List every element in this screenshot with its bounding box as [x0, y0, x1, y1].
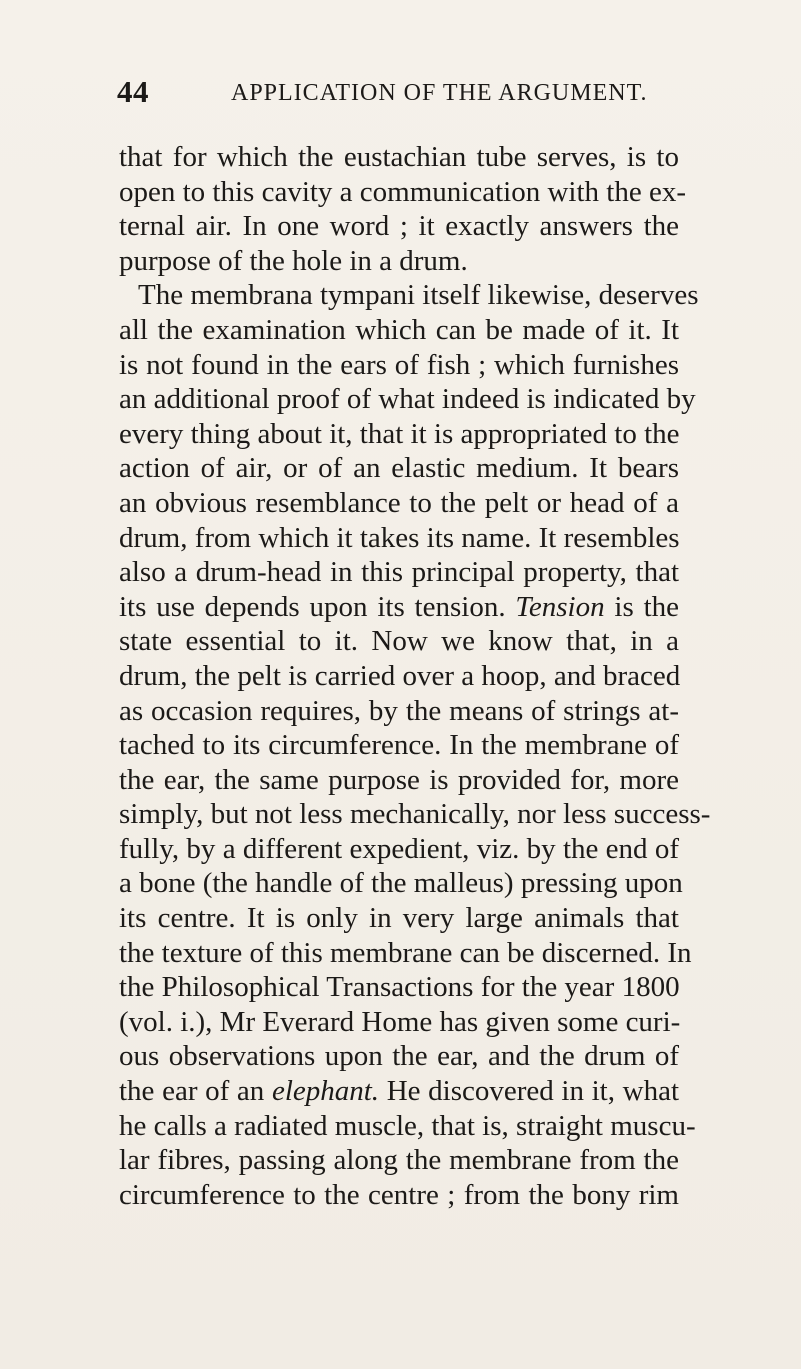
text-line: also a drum-head in this principal property, that: [119, 556, 679, 589]
text-line: the texture of this membrane can be discerned. In: [119, 936, 692, 969]
text-line: the ear, the same purpose is provided for, more: [119, 763, 679, 796]
text-line: ous observations upon the ear, and the drum of: [119, 1040, 679, 1073]
text-line: drum, the pelt is carried over a hoop, and braced: [119, 659, 681, 692]
text-segment: its use depends upon its tension.: [119, 590, 506, 623]
text-line: a bone (the handle of the malleus) pressing upon: [119, 867, 683, 900]
text-line: The membrana tympani itself likewise, deserves: [138, 279, 699, 312]
text-line: purpose of the hole in a drum.: [119, 244, 468, 277]
text-segment: He discovered in it, what: [379, 1075, 680, 1108]
text-line: is not found in the ears of fish ; which furnishes: [119, 348, 679, 381]
text-line: action of air, or of an elastic medium. It bears: [119, 452, 679, 485]
text-line: an obvious resemblance to the pelt or head of a: [119, 486, 679, 519]
text-line: simply, but not less mechanically, nor less success-: [119, 798, 711, 831]
text-segment: the ear of an: [119, 1075, 265, 1108]
text-line-with-emphasis: [119, 1074, 679, 1109]
emphasized-word: Tension: [515, 590, 605, 623]
running-head-title: APPLICATION OF THE ARGUMENT.: [231, 80, 648, 106]
emphasized-word: elephant.: [271, 1075, 380, 1108]
text-line: its centre. It is only in very large animals that: [119, 902, 679, 935]
text-line-with-emphasis: [119, 590, 679, 625]
text-line: the Philosophical Transactions for the year 1800: [119, 971, 680, 1004]
page-number: 44: [117, 74, 149, 109]
text-line: tached to its circumference. In the membrane of: [119, 729, 679, 762]
text-line: state essential to it. Now we know that, in a: [119, 625, 679, 658]
text-line: (vol. i.), Mr Everard Home has given some curi-: [119, 1005, 681, 1038]
text-line: as occasion requires, by the means of strings at-: [119, 694, 679, 727]
text-line: ternal air. In one word ; it exactly answers the: [119, 210, 679, 243]
text-line: lar fibres, passing along the membrane from the: [119, 1144, 679, 1177]
text-line: that for which the eustachian tube serves, is to: [119, 141, 679, 173]
body-text: [119, 140, 711, 1212]
text-line: circumference to the centre ; from the bony rim: [119, 1178, 679, 1211]
text-segment: is the: [604, 590, 680, 623]
text-line: every thing about it, that it is appropriated to the: [119, 417, 680, 450]
text-line: fully, by a different expedient, viz. by the end of: [119, 832, 679, 865]
text-line: open to this cavity a communication with the ex-: [119, 175, 686, 208]
text-line: he calls a radiated muscle, that is, straight muscu-: [119, 1109, 696, 1142]
text-line: all the examination which can be made of it. It: [119, 313, 679, 346]
running-head: [117, 74, 677, 110]
text-line: drum, from which it takes its name. It resembles: [119, 521, 680, 554]
text-line: an additional proof of what indeed is indicated by: [119, 383, 696, 416]
